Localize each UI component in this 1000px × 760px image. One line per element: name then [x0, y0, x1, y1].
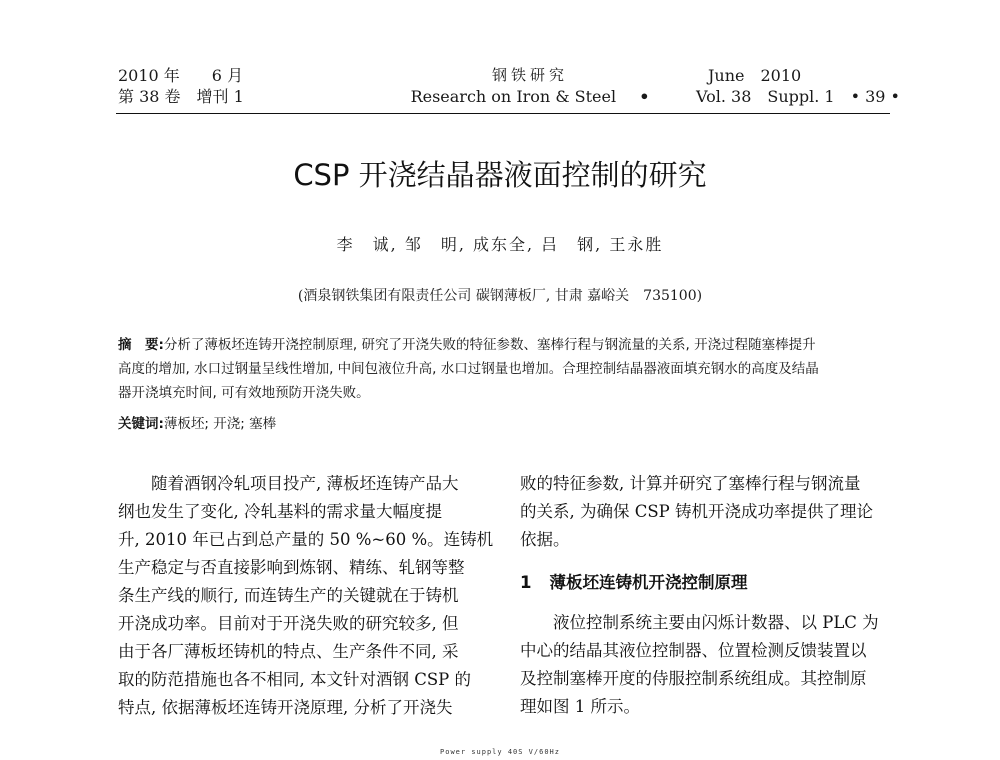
body-column-left: [118, 470, 494, 722]
body-line: 液位控制系统主要由闪烁计数器、以 PLC 为: [553, 613, 879, 632]
header-date: 2010 年 6 月: [118, 66, 244, 85]
paper-affiliation: (酒泉钢铁集团有限责任公司 碳钢薄板厂, 甘肃 嘉峪关 735100): [297, 288, 703, 304]
keywords: [118, 413, 890, 435]
section-number: 1: [520, 573, 532, 592]
body-column-right: [520, 470, 892, 721]
body-line: 败的特征参数, 计算并研究了塞棒行程与钢流量: [520, 474, 861, 493]
body-line: 条生产线的顺行, 而连铸生产的关键就在于铸机: [118, 586, 459, 605]
body-line: 特点, 依据薄板坯连铸开浇原理, 分析了开浇失: [118, 698, 453, 717]
keywords-text: 薄板坯; 开浇; 塞棒: [163, 416, 277, 432]
body-line: 升, 2010 年已占到总产量的 50 %~60 %。连铸机: [118, 530, 494, 549]
journal-name: [400, 65, 660, 107]
header-rule: [116, 113, 890, 114]
abstract: [118, 333, 890, 405]
bullet-mark: •: [639, 87, 650, 106]
body-line: 依据。: [520, 530, 570, 549]
journal-name-en: [400, 86, 660, 107]
section-heading: [520, 569, 892, 597]
paper-authors: 李 诚, 邹 明, 成东全, 吕 钢, 王永胜: [336, 235, 664, 254]
journal-date-volume-en: [696, 65, 900, 107]
body-line: 生产稳定与否直接影响到炼钢、精练、轧钢等整: [118, 558, 465, 577]
journal-name-en-text: Research on Iron & Steel: [410, 87, 617, 106]
header-volume: 第 38 卷 增刊 1: [118, 87, 244, 106]
body-line: 理如图 1 所示。: [520, 697, 640, 716]
body-line: 由于各厂薄板坯铸机的特点、生产条件不同, 采: [118, 642, 459, 661]
abstract-label: 摘 要:: [118, 337, 164, 353]
body-line: 开浇成功率。目前对于开浇失败的研究较多, 但: [118, 614, 459, 633]
keywords-label: 关键词:: [118, 416, 164, 432]
header-volume-en: Vol. 38 Suppl. 1 • 39 •: [696, 87, 900, 106]
body-line: 取的防范措施也各不相同, 本文针对酒钢 CSP 的: [118, 670, 472, 689]
scan-footer-note: Power supply 40S V/60Hz: [440, 748, 560, 756]
header-date-en: June 2010: [708, 66, 802, 85]
journal-date-volume: [118, 65, 244, 107]
section-title: 薄板坯连铸机开浇控制原理: [549, 573, 748, 592]
abstract-text: 分析了薄板坯连铸开浇控制原理, 研究了开浇失败的特征参数、塞棒行程与钢流量的关系, 开浇过程随塞棒提升: [163, 337, 816, 353]
body-line: 中心的结晶其液位控制器、位置检测反馈装置以: [520, 641, 867, 660]
abstract-line: 高度的增加, 水口过钢量呈线性增加, 中间包液位升高, 水口过钢量也增加。合理控制结晶器液面填充钢水的高度及结晶: [118, 361, 819, 377]
paper-title: CSP 开浇结晶器液面控制的研究: [293, 158, 707, 192]
body-line: 及控制塞棒开度的侍服控制系统组成。其控制原: [520, 669, 867, 688]
body-line: 纲也发生了变化, 冷轧基料的需求量大幅度提: [118, 502, 442, 521]
journal-name-cn: 钢铁研究: [491, 66, 568, 84]
body-line: 随着酒钢冷轧项目投产, 薄板坯连铸产品大: [151, 474, 459, 493]
abstract-line: 器开浇填充时间, 可有效地预防开浇失败。: [118, 385, 370, 401]
body-line: 的关系, 为确保 CSP 铸机开浇成功率提供了理论: [520, 502, 874, 521]
abstract-line: [118, 333, 890, 357]
